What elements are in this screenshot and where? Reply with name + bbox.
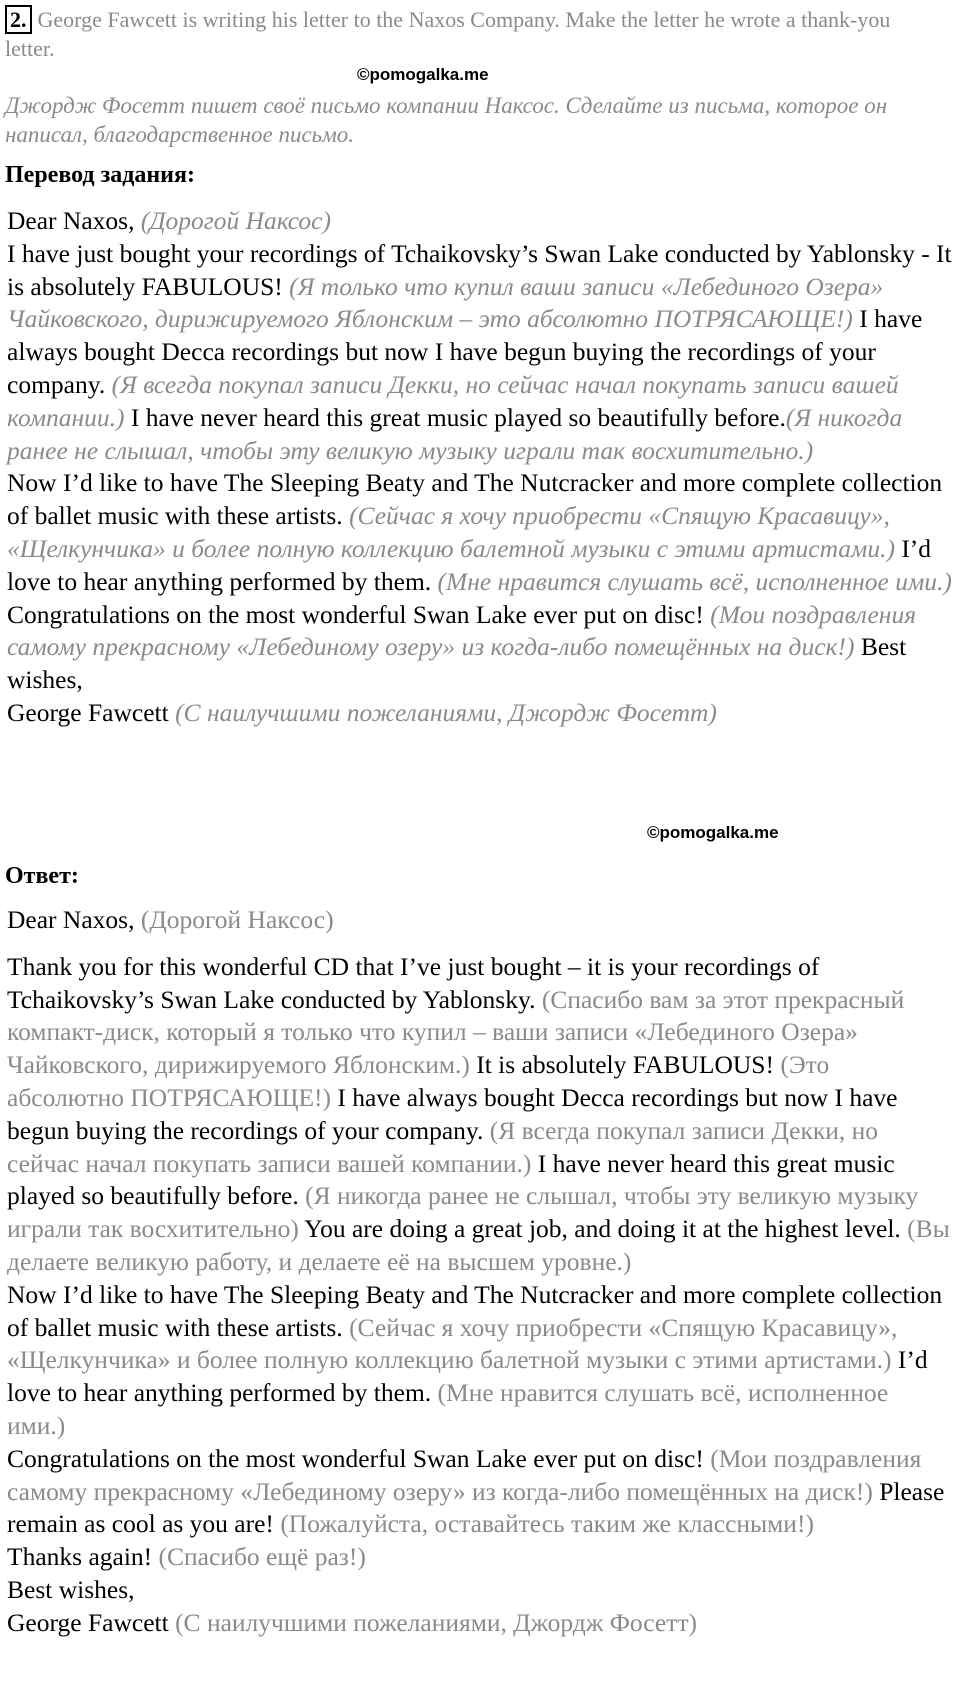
letter-line: I have just bought your recordings of Tchaikovsky’s Swan Lake conducted by Yablonsky - It is absolutely FABULOUS! (Я только что купил ваши записи «Лебединого Озера» Чайковского, дирижируемого Яблонским – это абсолютно ПОТРЯСАЮЩЕ!)	[7, 238, 952, 334]
answer-signature: George Fawcett (С наилучшими пожеланиями, Джордж Фосетт)	[7, 1607, 698, 1637]
letter-line: I have never heard this great music played so beautifully before.(Я никогда ранее не слышал, чтобы эту великую музыку играли так восхитительно.)	[7, 402, 903, 465]
watermark-middle: ©pomogalka.me	[647, 823, 779, 842]
translation-heading: Перевод задания:	[5, 162, 195, 188]
letter-line: I have always bought Decca recordings but now I have begun buying the recordings of your company. (Я всегда покупал записи Декки, но сейчас начал покупать записи вашей компании.)	[7, 304, 923, 432]
task-number: 2.	[5, 5, 32, 34]
answer-greeting: Dear Naxos, (Дорогой Наксос)	[7, 905, 334, 934]
spacer	[7, 937, 952, 951]
answer-thanks: Thanks again! (Спасибо ещё раз!)	[7, 1542, 366, 1572]
letter-line: Dear Naxos, (Дорогой Наксос)	[7, 206, 331, 235]
answer-paragraph: Thank you for this wonderful CD that I’ve just bought – it is your recordings of Tchaikovsky’s Swan Lake conducted by Yablonsky. (Спасибо вам за этот прекрасный компакт-диск, который я только что купил – ваши записи «Лебединого Озера» Чайковского, дирижируемого Яблонским.) It is absolutely FABULOUS! (Это абсолютно ПОТРЯСАЮЩЕ!) I have always bought Decca recordings but now I have begun buying the recordings of your company. (Я всегда покупал записи Декки, но сейчас начал покупать записи вашей компании.) I have never heard this great music played so beautifully before. (Я никогда ранее не слышал, чтобы эту великую музыку играли так восхитительно) You are doing a great job, and doing it at the highest level. (Вы делаете великую работу, и делаете её на высшем уровне.)	[7, 951, 950, 1276]
translation-letter	[7, 205, 952, 730]
letter-line: Now I’d like to have The Sleeping Beaty and The Nutcracker and more complete collection of ballet music with these artists. (Сейчас я хочу приобрести «Спящую Красавицу», «Щелкунчика» и более полную коллекцию балетной музыки с этими артистами.) I’d love to hear anything performed by them. (Мне нравится слушать всё, исполненное ими.)	[7, 468, 952, 596]
task-text: George Fawcett is writing his letter to the Naxos Company. Make the letter he wrote a thank-you letter.	[5, 7, 891, 61]
answer-heading: Ответ:	[5, 863, 79, 889]
letter-line: Congratulations on the most wonderful Swan Lake ever put on disc! (Мои поздравления самому прекрасному «Лебединому озеру» из когда-либо помещённых на диск!) Best wishes,	[7, 599, 917, 695]
answer-closing: Best wishes,	[7, 1574, 135, 1604]
task-translation-ru: Джордж Фосетт пишет своё письмо компании Наксос. Сделайте из письма, которое он написал, благодарственное письмо.	[5, 93, 888, 147]
task-instruction	[5, 5, 935, 63]
answer-letter	[7, 904, 952, 1640]
answer-paragraph: Now I’d like to have The Sleeping Beaty and The Nutcracker and more complete collection of ballet music with these artists. (Сейчас я хочу приобрести «Спящую Красавицу», «Щелкунчика» и более полную коллекцию балетной музыки с этими артистами.) I’d love to hear anything performed by them. (Мне нравится слушать всё, исполненное ими.)	[7, 1279, 943, 1440]
letter-line: George Fawcett (С наилучшими пожеланиями, Джордж Фосетт)	[7, 697, 717, 727]
watermark-top: ©pomogalka.me	[357, 65, 489, 84]
answer-paragraph: Congratulations on the most wonderful Swan Lake ever put on disc! (Мои поздравления самому прекрасному «Лебединому озеру» из когда-либо помещённых на диск!) Please remain as cool as you are! (Пожалуйста, оставайтесь таким же классными!)	[7, 1443, 945, 1539]
